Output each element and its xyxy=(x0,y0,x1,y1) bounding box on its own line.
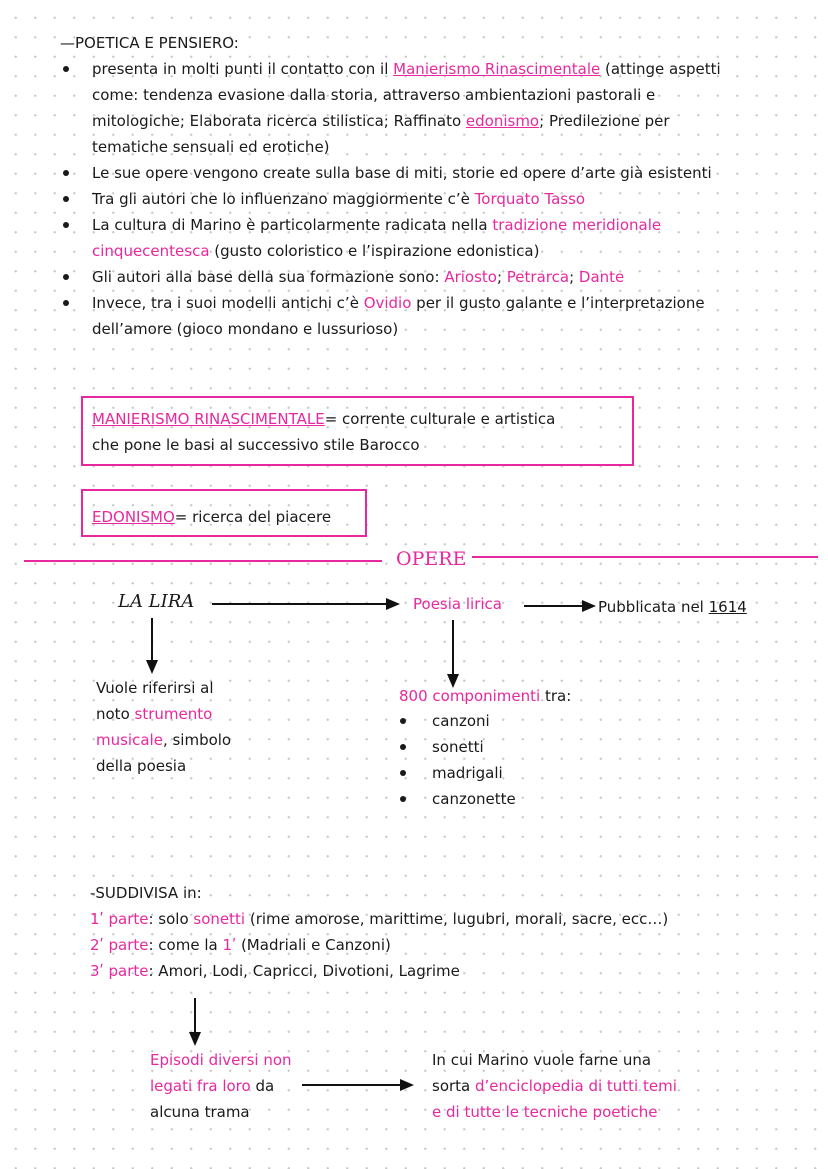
bullet-3: Tra gli autori che lo influenzano maggiormente c’è Torquato Tasso xyxy=(92,190,586,208)
list-item: canzonette xyxy=(432,790,516,808)
bullet-1-line-3: mitologiche; Elaborata ricerca stilistica; Raffinato edonismo; Predilezione per xyxy=(92,112,670,130)
bullet-dot xyxy=(400,770,406,776)
definition-edonismo: EDONISMO= ricerca del piacere xyxy=(92,508,332,526)
bullet-1-line-1: presenta in molti punti il contatto con il Manierismo Rinascimentale (attinge aspetti xyxy=(92,60,721,78)
arrowhead xyxy=(582,600,596,612)
bullet-1-line-4: tematiche sensuali ed erotiche) xyxy=(92,138,330,156)
bullet-6-line-1: Invece, tra i suoi modelli antichi c’è Ovidio per il gusto galante e l’interpretazione xyxy=(92,294,705,312)
pubblicata-nel: Pubblicata nel 1614 xyxy=(598,598,747,616)
bullet-5: Gli autori alla base della sua formazione sono: Ariosto; Petrarca; Dante xyxy=(92,268,625,286)
la-lira-title: LA LIRA xyxy=(118,591,195,612)
opere-title: OPERE xyxy=(396,548,467,570)
list-item: madrigali xyxy=(432,764,503,782)
bullet-2: Le sue opere vengono create sulla base di miti, storie ed opere d’arte già esistenti xyxy=(92,164,712,182)
episodi-line-2: legati fra loro da xyxy=(150,1077,275,1095)
bullet-1-line-2: come: tendenza evasione dalla storia, attraverso ambientazioni pastorali e xyxy=(92,86,656,104)
list-item: sonetti xyxy=(432,738,484,756)
definition-manierismo-line-1: MANIERISMO RINASCIMENTALE= corrente culturale e artistica xyxy=(92,410,556,428)
bullet-dot xyxy=(400,718,406,724)
parte-2: 2ʹ parte: come la 1ʹ (Madriali e Canzoni) xyxy=(90,936,391,954)
bullet-dot xyxy=(400,796,406,802)
link-manierismo[interactable]: Manierismo Rinascimentale xyxy=(393,60,601,78)
vuole-line-1: Vuole riferirsi al xyxy=(96,679,214,697)
bullet-6-line-2: dell’amore (gioco mondano e lussurioso) xyxy=(92,320,399,338)
vuole-line-4: della poesia xyxy=(96,757,187,775)
bullet-dot xyxy=(400,744,406,750)
arrowhead xyxy=(146,660,158,674)
parte-3: 3ʹ parte: Amori, Lodi, Capricci, Divotioni, Lagrime xyxy=(90,962,460,980)
definition-manierismo-line-2: che pone le basi al successivo stile Barocco xyxy=(92,436,420,454)
parte-1: 1ʹ parte: solo sonetti (rime amorose, marittime, lugubri, morali, sacre, ecc…) xyxy=(90,910,669,928)
vuole-line-2: noto strumento xyxy=(96,705,213,723)
incui-line-3: e di tutte le tecniche poetiche xyxy=(432,1103,658,1121)
suddivisa-heading: -SUDDIVISA in: xyxy=(90,884,202,902)
componimenti: 800 componimenti tra: xyxy=(399,687,572,705)
poesia-lirica: Poesia lirica xyxy=(413,595,502,613)
bullet-4-line-1: La cultura di Marino è particolarmente radicata nella tradizione meridionale xyxy=(92,216,662,234)
arrowhead xyxy=(386,598,400,610)
episodi-line-1: Episodi diversi non xyxy=(150,1051,292,1069)
vuole-line-3: musicale, simbolo xyxy=(96,731,232,749)
incui-line-2: sorta d’enciclopedia di tutti temi xyxy=(432,1077,677,1095)
section-heading-poetica: —POETICA E PENSIERO: xyxy=(60,34,239,52)
bullet-4-line-2: cinquecentesca (gusto coloristico e l’ispirazione edonistica) xyxy=(92,242,540,260)
link-edonismo[interactable]: edonismo xyxy=(465,112,540,130)
list-item: canzoni xyxy=(432,712,490,730)
episodi-line-3: alcuna trama xyxy=(150,1103,250,1121)
incui-line-1: In cui Marino vuole farne una xyxy=(432,1051,652,1069)
arrowhead xyxy=(189,1032,201,1046)
arrowhead xyxy=(400,1079,414,1091)
